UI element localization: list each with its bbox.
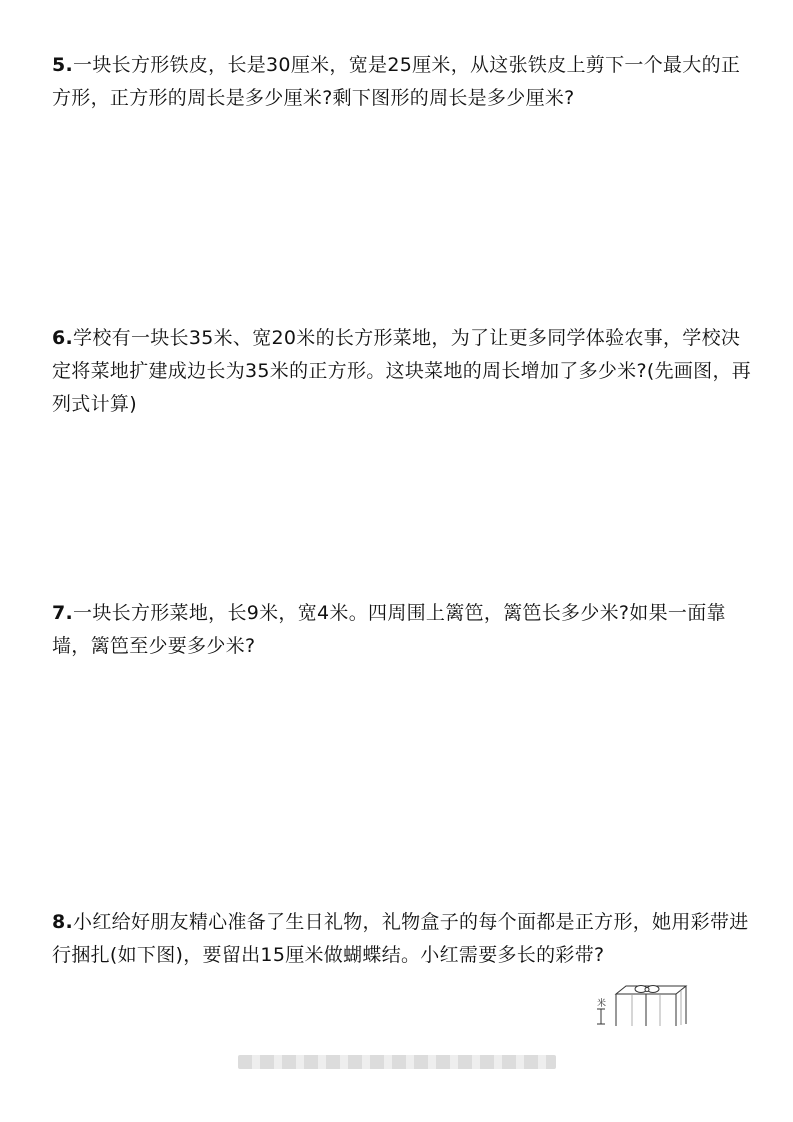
problem-number: 8.	[52, 911, 74, 933]
problem-number: 5.	[52, 54, 74, 76]
side-label: 米	[597, 999, 607, 1009]
problem-text: 一块长方形铁皮，长是30厘米，宽是25厘米，从这张铁皮上剪下一个最大的正方形，正方形的周长是多少厘米?剩下图形的周长是多少厘米?	[52, 54, 741, 109]
problem-number: 7.	[52, 602, 74, 624]
problem-text: 小红给好朋友精心准备了生日礼物，礼物盒子的每个面都是正方形，她用彩带进行捆扎(如下图)，要留出15厘米做蝴蝶结。小红需要多长的彩带?	[52, 911, 749, 966]
bow-icon	[635, 986, 659, 993]
watermark-bar	[238, 1055, 556, 1069]
problem-8	[52, 906, 752, 972]
problem-text: 学校有一块长35米、宽20米的长方形菜地，为了让更多同学体验农事，学校决定将菜地扩建成边长为35米的正方形。这块菜地的周长增加了多少米?(先画图，再列式计算)	[52, 327, 752, 415]
problem-7	[52, 597, 752, 663]
problem-text: 一块长方形菜地，长9米，宽4米。四周围上篱笆，篱笆长多少米?如果一面靠墙，篱笆至少要多少米?	[52, 602, 726, 657]
gift-box-icon	[592, 982, 692, 1028]
problem-number: 6.	[52, 327, 74, 349]
gift-box-figure	[592, 982, 692, 1028]
problem-6	[52, 322, 752, 421]
problem-5	[52, 49, 752, 115]
